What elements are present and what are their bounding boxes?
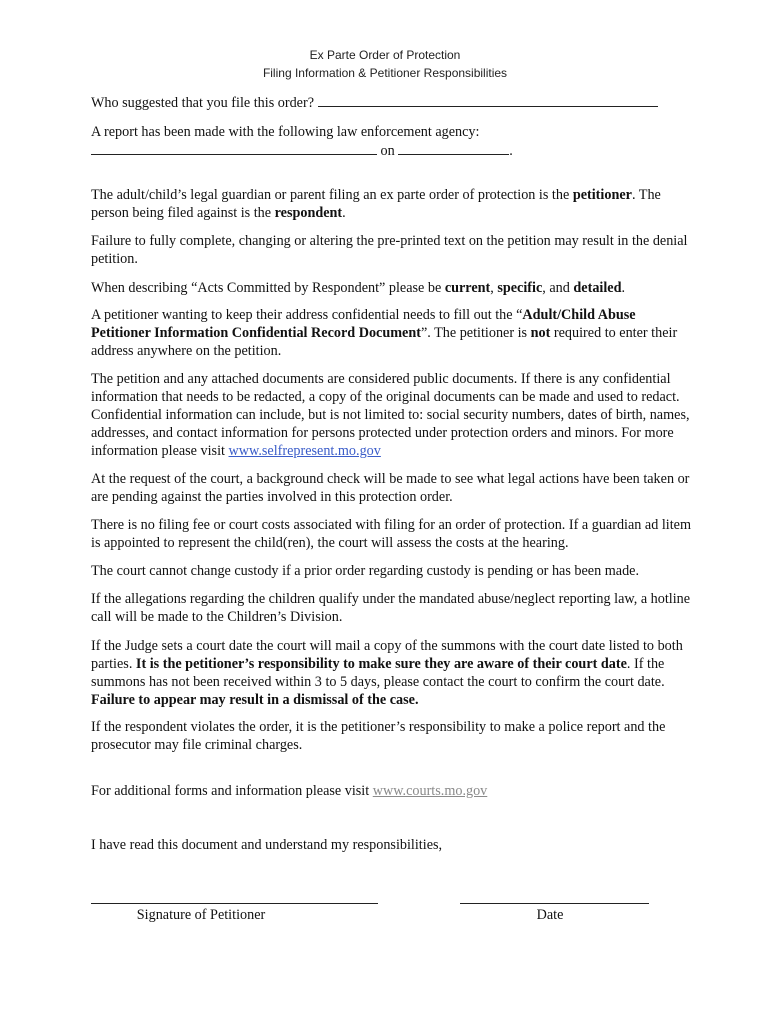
paragraph-acts-committed xyxy=(91,279,691,297)
paragraph-violation: If the respondent violates the order, it is the petitioner’s responsibility to make a police report and the prosecutor may file criminal charges. xyxy=(91,719,666,753)
p4-text-e: required to enter their address anywhere on the petition. xyxy=(91,325,678,359)
paragraph-hotline: If the allegations regarding the children qualify under the mandated abuse/neglect reporting law, a hotline call will be made to the Children’s Division. xyxy=(91,591,691,625)
paragraph-petitioner-definition xyxy=(91,186,691,222)
signature-line[interactable] xyxy=(91,903,378,904)
document-subtitle: Filing Information & Petitioner Responsibilities xyxy=(262,66,508,80)
p4-text-a: A petitioner wanting to keep their address confidential needs to fill out the “ xyxy=(91,307,523,323)
p4-bold-not: not xyxy=(530,325,551,341)
p12-text-a: For additional forms and information please visit xyxy=(91,783,373,799)
paragraph-filing-fee: There is no filing fee or court costs associated with filing for an order of protection. If a guardian ad litem is appointed to represent the child(ren), the court will assess the costs at the hearing. xyxy=(91,517,692,551)
suggested-by-line xyxy=(91,93,711,112)
signature-label: Signature of Petitioner xyxy=(136,907,266,923)
p3-text-c: , xyxy=(490,280,498,296)
on-label: on xyxy=(380,143,395,159)
p10-text-c: . If the summons has not been received within 3 to 5 days, please contact the court to confirm the court date. xyxy=(91,656,665,690)
p1-text-e: . xyxy=(342,205,346,221)
report-agency-label: A report has been made with the following law enforcement agency: xyxy=(91,124,480,140)
selfrepresent-link[interactable]: www.selfrepresent.mo.gov xyxy=(228,443,381,459)
date-line[interactable] xyxy=(460,903,649,904)
paragraph-failure-complete: Failure to fully complete, changing or altering the pre-printed text on the petition may result in the denial petition. xyxy=(91,233,688,267)
paragraph-court-date xyxy=(91,637,691,709)
paragraph-acknowledgement: I have read this document and understand my responsibilities, xyxy=(91,837,443,853)
suggested-by-label: Who suggested that you file this order? xyxy=(91,95,315,111)
p5-text-a: The petition and any attached documents are considered public documents. If there is any confidential information that needs to be redacted, a copy of the original documents can be made and used to redact. Confidential information can include, but is not limited to: social security numbers, dates of birth, names, addresses, and contact information for persons protected under protection orders and minors. For more information please visit xyxy=(91,371,690,459)
suggested-by-blank[interactable] xyxy=(318,93,658,107)
p1-text-c: . The person being filed against is the xyxy=(91,187,661,221)
p1-bold-petitioner: petitioner xyxy=(572,187,632,203)
paragraph-public-documents xyxy=(91,370,691,460)
p3-text-a: When describing “Acts Committed by Respondent” please be xyxy=(91,280,445,296)
period: . xyxy=(509,143,513,159)
paragraph-custody: The court cannot change custody if a prior order regarding custody is pending or has been made. xyxy=(91,563,640,579)
p3-text-g: . xyxy=(621,280,626,296)
p10-text-a: If the Judge sets a court date the court will mail a copy of the summons with the court date listed to both parties. xyxy=(91,638,683,672)
paragraph-additional-forms xyxy=(91,782,691,800)
p4-bold-document-name: Adult/Child Abuse Petitioner Information Confidential Record Document xyxy=(91,307,636,341)
p3-text-e: , and xyxy=(542,280,574,296)
p3-bold-specific: specific xyxy=(497,280,543,296)
document-title: Ex Parte Order of Protection xyxy=(309,48,461,62)
paragraph-address-confidential xyxy=(91,306,691,360)
report-date-blank[interactable] xyxy=(398,141,509,155)
p1-bold-respondent: respondent xyxy=(274,205,343,221)
p4-text-c: ”. The petitioner is xyxy=(420,325,531,341)
p10-bold-responsibility: It is the petitioner’s responsibility to make sure they are aware of their court date xyxy=(135,656,627,672)
p1-text-a: The adult/child’s legal guardian or parent filing an ex parte order of protection is the xyxy=(91,187,573,203)
paragraph-background-check: At the request of the court, a background check will be made to see what legal actions have been taken or are pending against the parties involved in this protection order. xyxy=(91,471,690,505)
p3-bold-detailed: detailed xyxy=(573,280,622,296)
p3-bold-current: current xyxy=(444,280,491,296)
report-agency-line xyxy=(91,141,551,160)
date-label: Date xyxy=(536,907,564,923)
agency-blank[interactable] xyxy=(91,141,377,155)
courts-link[interactable]: www.courts.mo.gov xyxy=(372,783,488,799)
p10-bold-failure: Failure to appear may result in a dismissal of the case. xyxy=(91,692,419,708)
